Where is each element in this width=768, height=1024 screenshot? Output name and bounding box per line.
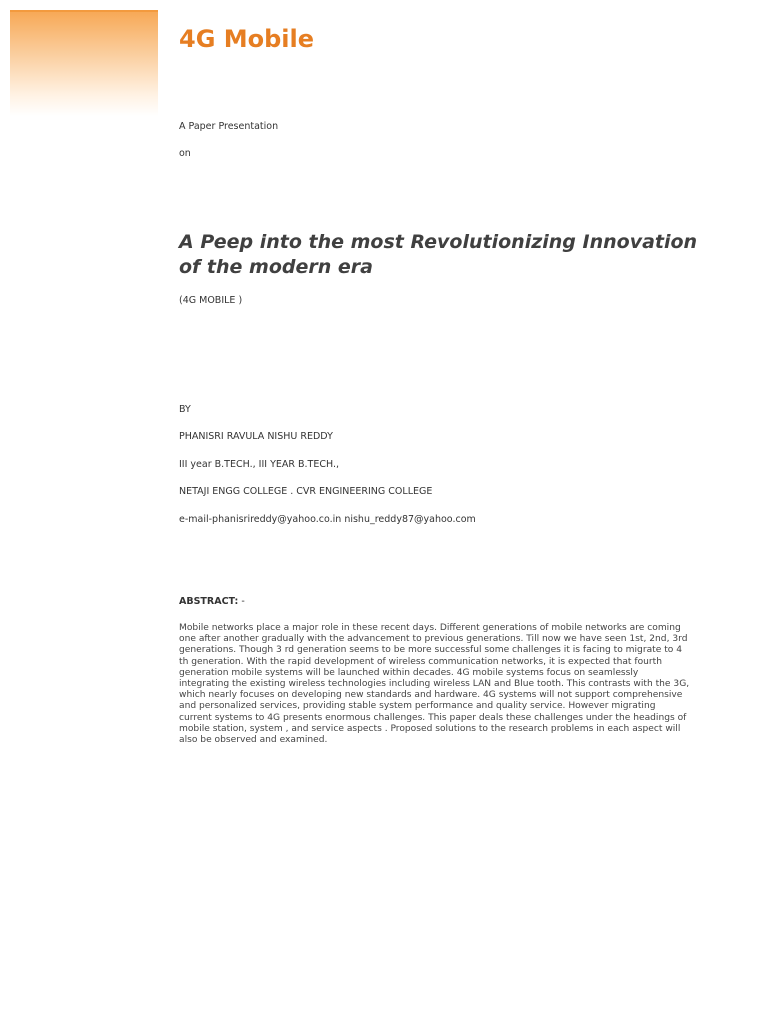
abstract-label: ABSTRACT: bbox=[179, 596, 239, 607]
abstract-heading bbox=[179, 596, 245, 608]
paper-subtitle: (4G MOBILE ) bbox=[179, 295, 243, 306]
abstract-label-suffix: - bbox=[238, 596, 245, 607]
emails-line: e-mail-phanisrireddy@yahoo.co.in nishu_reddy87@yahoo.com bbox=[179, 514, 476, 525]
colleges-line: NETAJI ENGG COLLEGE . CVR ENGINEERING COLLEGE bbox=[179, 486, 433, 497]
by-label: BY bbox=[179, 404, 191, 415]
years-line: III year B.TECH., III YEAR B.TECH., bbox=[179, 459, 339, 470]
page-title: 4G Mobile bbox=[179, 25, 315, 53]
intro-line-on: on bbox=[179, 148, 191, 159]
intro-line-presentation: A Paper Presentation bbox=[179, 121, 279, 132]
corner-decoration bbox=[10, 10, 158, 116]
paper-headline: A Peep into the most Revolutionizing Innovation of the modern era bbox=[179, 231, 698, 278]
authors-line: PHANISRI RAVULA NISHU REDDY bbox=[179, 431, 333, 442]
abstract-body: Mobile networks place a major role in these recent days. Different generations of mobile networks are coming one after another gradually with the advancement to previous generations. Till now we have seen 1st, 2nd, 3rd generations. Though 3 rd generation seems to be more successful some challenges it is facing to migrate to 4 th generation. With the rapid development of wireless communication networks, it is expected that fourth generation mobile systems will be launched within decades. 4G mobile systems focus on seamlessly integrating the existing wireless technologies including wireless LAN and Blue tooth. This contrasts with the 3G, which nearly focuses on developing new standards and hardware. 4G systems will not support comprehensive and personalized services, providing stable system performance and quality service. However migrating current systems to 4G presents enormous challenges. This paper deals these challenges under the headings of mobile station, system , and service aspects . Proposed solutions to the research problems in each aspect will also be observed and examined. bbox=[179, 623, 690, 746]
